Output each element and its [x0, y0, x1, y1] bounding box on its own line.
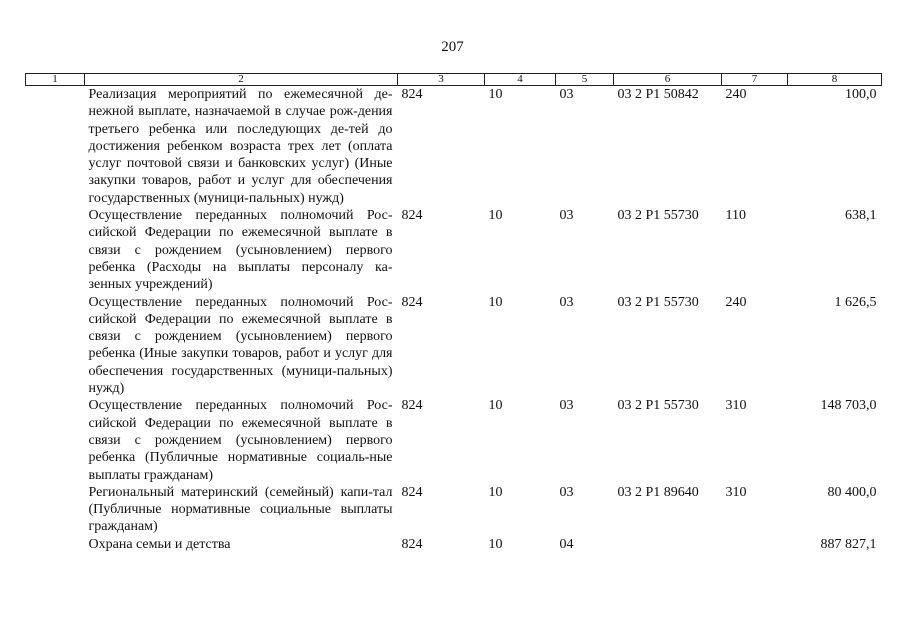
table-row	[26, 536, 882, 553]
row-expense: 310	[725, 398, 747, 414]
row-section: 10	[488, 536, 503, 552]
row-subsection: 04	[559, 536, 574, 552]
row-amount: 100,0	[845, 87, 877, 102]
page-number: 207	[441, 39, 464, 55]
row-expense: 240	[725, 294, 747, 310]
row-section: 10	[488, 294, 503, 310]
row-subsection: 03	[559, 398, 574, 414]
row-amount: 638,1	[845, 208, 877, 224]
row-name: Осуществление переданных полномочий Рос-сийской Федерации по ежемесячной выплате в связи с рождением (усыновлением) первого ребенка (Расходы на выплаты персоналу ка-зенных учреждений)	[88, 208, 393, 293]
row-expense: 310	[725, 484, 747, 500]
row-ministry: 824	[401, 484, 423, 500]
row-subsection: 03	[559, 484, 574, 500]
table-row	[26, 207, 882, 293]
row-amount: 80 400,0	[827, 484, 877, 500]
row-target: 03 2 P1 55730	[617, 398, 699, 414]
table-row	[26, 86, 882, 208]
row-index-cell	[26, 484, 85, 536]
header-col-4: 4	[485, 74, 556, 86]
row-ministry: 824	[401, 398, 423, 414]
row-section: 10	[488, 484, 503, 500]
row-amount: 148 703,0	[820, 398, 877, 414]
row-section: 10	[488, 87, 503, 102]
row-index-cell	[26, 86, 85, 208]
row-target: 03 2 P1 89640	[617, 484, 699, 500]
row-ministry: 824	[401, 294, 423, 310]
row-target: 03 2 P1 50842	[617, 87, 699, 102]
row-name: Региональный материнский (семейный) капи-тал (Публичные нормативные социальные выплаты гражданам)	[88, 484, 393, 535]
header-col-5: 5	[556, 74, 614, 86]
row-expense: 240	[725, 87, 747, 102]
row-target	[614, 536, 722, 553]
row-index-cell	[26, 397, 85, 483]
row-ministry: 824	[401, 87, 423, 102]
row-name: Осуществление переданных полномочий Рос-сийской Федерации по ежемесячной выплате в связи с рождением (усыновлением) первого ребенка (Публичные нормативные социаль-ные выплаты гражданам)	[88, 398, 393, 483]
table-header-row	[26, 74, 882, 86]
row-expense: 110	[725, 208, 746, 224]
row-section: 10	[488, 208, 503, 224]
row-index-cell	[26, 536, 85, 553]
row-name: Реализация мероприятий по ежемесячной де-нежной выплате, назначаемой в случае рож-дения третьего ребенка или последующих де-тей до достижения ребенком возраста трех лет (оплата услуг почтовой связи и банковских услуг) (Иные закупки товаров, работ и услуг для обеспечения государственных (муници-пальных) нужд)	[88, 87, 393, 206]
row-subsection: 03	[559, 87, 574, 102]
header-col-3: 3	[398, 74, 485, 86]
header-col-2: 2	[85, 74, 398, 86]
header-col-8: 8	[788, 74, 882, 86]
row-ministry: 824	[401, 208, 423, 224]
row-subsection: 03	[559, 208, 574, 224]
row-amount: 1 626,5	[834, 294, 877, 310]
row-amount: 887 827,1	[820, 536, 877, 552]
table-row	[26, 397, 882, 483]
header-col-7: 7	[722, 74, 788, 86]
row-target: 03 2 P1 55730	[617, 208, 699, 224]
row-section: 10	[488, 398, 503, 414]
table-row	[26, 294, 882, 398]
row-index-cell	[26, 294, 85, 398]
row-target: 03 2 P1 55730	[617, 294, 699, 310]
table-row	[26, 484, 882, 536]
budget-table	[25, 73, 882, 553]
header-col-1: 1	[26, 74, 85, 86]
row-expense	[722, 536, 788, 553]
row-ministry: 824	[401, 536, 423, 552]
row-name: Охрана семьи и детства	[88, 536, 231, 552]
header-col-6: 6	[614, 74, 722, 86]
row-name: Осуществление переданных полномочий Рос-сийской Федерации по ежемесячной выплате в связи с рождением (усыновлением) первого ребенка (Иные закупки товаров, работ и услуг для обеспечения государственных (муници-пальных) нужд)	[88, 294, 393, 397]
row-index-cell	[26, 207, 85, 293]
row-subsection: 03	[559, 294, 574, 310]
